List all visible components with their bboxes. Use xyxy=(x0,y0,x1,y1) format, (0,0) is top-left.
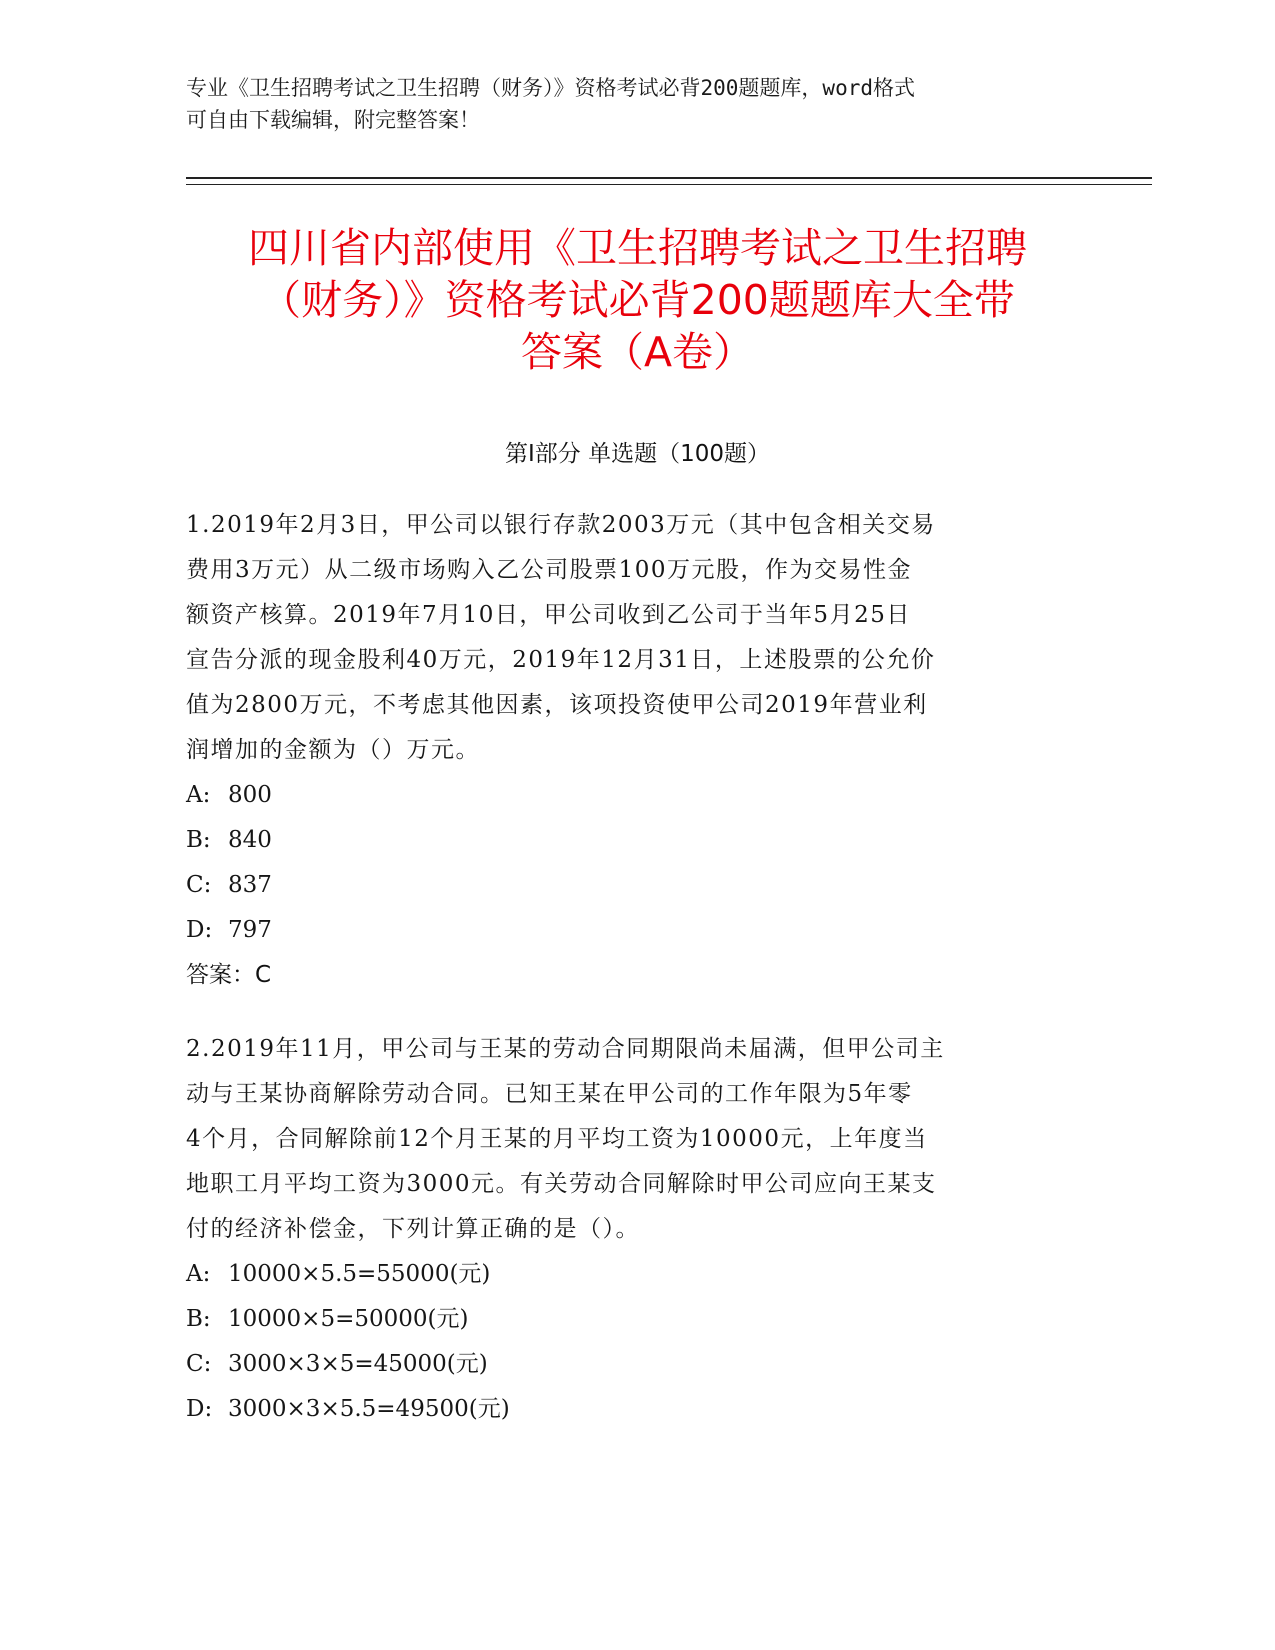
option-text: 837 xyxy=(228,872,272,898)
option-text: 10000×5=50000(元) xyxy=(228,1306,469,1332)
question-2-option-d xyxy=(186,1387,1086,1432)
question-2-option-c xyxy=(186,1342,1086,1387)
question-1 xyxy=(186,503,1086,998)
question-2-option-a xyxy=(186,1252,1086,1297)
question-2-line-3: 4个月，合同解除前12个月王某的月平均工资为10000元，上年度当 xyxy=(186,1126,928,1152)
question-1-line-5: 值为2800万元，不考虑其他因素，该项投资使甲公司2019年营业利 xyxy=(186,692,928,718)
option-text: 840 xyxy=(228,827,272,853)
header-note-line-2: 可自由下载编辑，附完整答案！ xyxy=(186,108,480,132)
section-title: 第Ⅰ部分 单选题（100题） xyxy=(505,441,770,467)
question-2-line-4: 地职工月平均工资为3000元。有关劳动合同解除时甲公司应向王某支 xyxy=(186,1171,937,1197)
question-2-line-1: 2.2019年11月，甲公司与王某的劳动合同期限尚未届满，但甲公司主 xyxy=(186,1036,945,1062)
header-note-line-1: 专业《卫生招聘考试之卫生招聘（财务）》资格考试必背200题题库，word格式 xyxy=(186,76,915,100)
option-key: D: xyxy=(186,917,213,943)
document-title-line-3: 答案（A卷） xyxy=(520,328,755,376)
question-1-option-a xyxy=(186,773,1086,818)
header-rule-thick xyxy=(186,177,1152,179)
option-key: A: xyxy=(186,782,211,808)
option-key: C: xyxy=(186,1351,212,1377)
question-1-line-2: 费用3万元）从二级市场购入乙公司股票100万元股，作为交易性金 xyxy=(186,557,913,583)
question-1-line-3: 额资产核算。2019年7月10日，甲公司收到乙公司于当年5月25日 xyxy=(186,602,911,628)
document-title-line-1: 四川省内部使用《卫生招聘考试之卫生招聘 xyxy=(248,224,1027,272)
option-key: B: xyxy=(186,827,211,853)
question-1-option-d xyxy=(186,908,1086,953)
header-rule-thin xyxy=(186,184,1152,185)
document-title xyxy=(150,222,1125,378)
header-note xyxy=(186,72,1066,136)
question-2-line-5: 付的经济补偿金，下列计算正确的是（）。 xyxy=(186,1216,640,1242)
option-key: B: xyxy=(186,1306,211,1332)
question-1-option-c xyxy=(186,863,1086,908)
question-2 xyxy=(186,1027,1086,1432)
option-key: D: xyxy=(186,1396,213,1422)
question-2-option-b xyxy=(186,1297,1086,1342)
question-1-line-6: 润增加的金额为（）万元。 xyxy=(186,737,480,763)
option-text: 797 xyxy=(228,917,272,943)
option-text: 3000×3×5=45000(元) xyxy=(228,1351,488,1377)
question-1-option-b xyxy=(186,818,1086,863)
option-text: 10000×5.5=55000(元) xyxy=(228,1261,491,1287)
option-key: A: xyxy=(186,1261,211,1287)
question-2-line-2: 动与王某协商解除劳动合同。已知王某在甲公司的工作年限为5年零 xyxy=(186,1081,913,1107)
option-text: 3000×3×5.5=49500(元) xyxy=(228,1396,510,1422)
option-key: C: xyxy=(186,872,212,898)
document-title-line-2: （财务）》资格考试必背200题题库大全带 xyxy=(260,276,1015,324)
question-1-line-4: 宣告分派的现金股利40万元，2019年12月31日，上述股票的公允价 xyxy=(186,647,936,673)
question-1-answer: 答案：C xyxy=(186,962,272,988)
option-text: 800 xyxy=(228,782,272,808)
question-1-line-1: 1.2019年2月3日，甲公司以银行存款2003万元（其中包含相关交易 xyxy=(186,512,936,538)
